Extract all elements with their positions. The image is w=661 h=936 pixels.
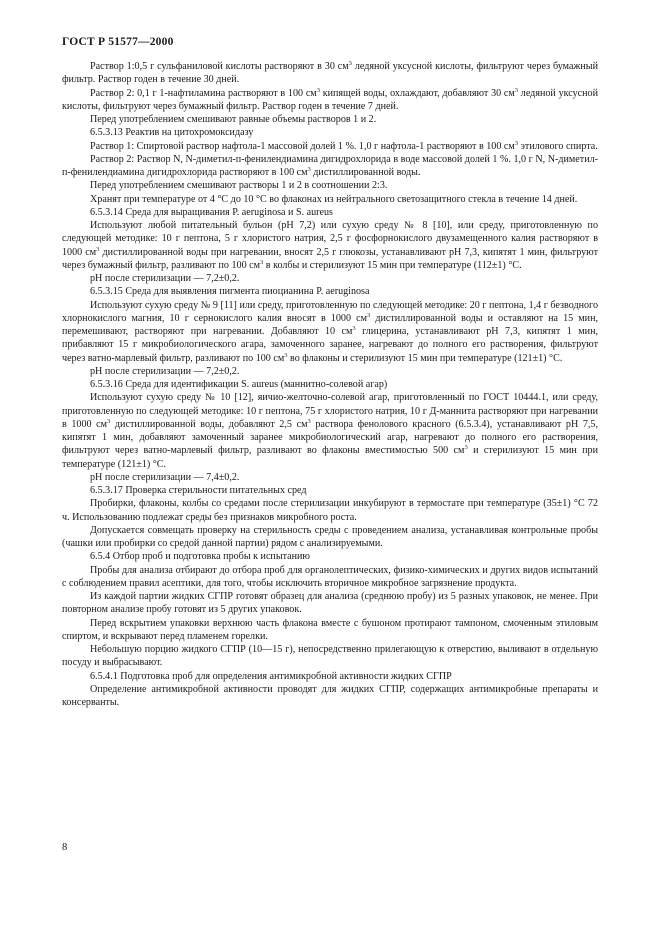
text-segment: и стерилизуют 15 мин при температуре (121±1) °С. bbox=[62, 445, 598, 470]
text-segment: Пробирки, флаконы, колбы со средами после стерилизации инкубируют в термостате при температуре (35±1) °С 72 ч. Использованию подлежат среды без признаков микробного роста. bbox=[62, 498, 598, 523]
paragraph bbox=[62, 179, 598, 192]
paragraph bbox=[62, 683, 598, 710]
text-segment: 6.5.3.15 Среда для выявления пигмента пиоцианина P. aeruginosa bbox=[90, 286, 370, 298]
text-segment: 6.5.3.17 Проверка стерильности питательных сред bbox=[90, 485, 307, 496]
text-segment: Используют сухую среду № 9 [11] или среду, приготовленную по следующей методике: 20 г пептона, 1,4 г безводного хлорнокислого магния, 10 г сернокислого калия вносят в 1000 см bbox=[62, 299, 598, 324]
text-segment: Используют любой питательный бульон (pH 7,2) или сухую среду № 8 [10], или среду, приготовленную по следующей методике: 10 г пептона, 5 г хлористого натрия, 2,5 г фосфорнокислого двузамещенного калия растворяют в 1000 см bbox=[62, 220, 598, 258]
text-segment: 6.5.3.16 Среда для идентификации S. aureus (маннитно-солевой агар) bbox=[90, 379, 388, 390]
paragraph bbox=[62, 285, 598, 298]
paragraph bbox=[62, 113, 598, 126]
superscript: 3 bbox=[514, 139, 519, 147]
text-segment: 6.5.3.13 Реактив на цитохромоксидазу bbox=[90, 127, 254, 139]
text-segment: Используют сухую среду № 10 [12], яичио-желточно-солевой агар, приготовленный по ГОСТ 10444.1, или среду, приготовленную по следующей методике: 10 г пептона, 75 г хлористого натрия, 10 г Д-маннита растворяют при нагревании в 1000 см bbox=[62, 392, 598, 430]
document-page bbox=[62, 36, 598, 709]
text-segment: глицерина, устанавливают pH 7,3, кипятят 1 мин, прибавляют 15 г микробиологического агара, замоченного заранее, нагревают до полного его растворения, фильтруют через ватно-марлевый фильтр, разливают по 100 см bbox=[62, 326, 598, 364]
text-segment: этилового спирта. bbox=[518, 140, 598, 152]
text-segment: 6.5.4.1 Подготовка проб для определения антимикробной активности жидких СГПР bbox=[90, 670, 452, 682]
text-segment: дистиллированной воды, добавляют 2,5 см bbox=[110, 418, 308, 430]
paragraph bbox=[62, 272, 598, 285]
text-segment: Из каждой партии жидких СГПР готовят образец для анализа (среднюю пробу) из 5 разных упаковок, не менее. При повторном анализе пробу готовят из 5 других упаковок. bbox=[62, 591, 598, 616]
text-segment: кипящей воды, охлаждают, добавляют 30 см bbox=[319, 87, 515, 99]
text-segment: ледяной уксусной кислоты, фильтруют через бумажный фильтр. Раствор годен в течение 7 дней. bbox=[62, 87, 598, 112]
paragraph bbox=[62, 153, 598, 180]
paragraph bbox=[62, 471, 598, 484]
text-segment: Раствор 1: Спиртовой раствор нафтола-1 массовой долей 1 %. 1,0 г нафтола-1 растворяют в 100 см bbox=[90, 140, 515, 152]
text-segment: Перед употреблением смешивают равные объемы растворов 1 и 2. bbox=[90, 114, 377, 125]
text-segment: Пробы для анализа отбирают до отбора проб для органолептических, физико-химических и других видов испытаний с соблюдением правил асептики, для того, чтобы исключить вторичное микробное загрязнение продукта. bbox=[62, 564, 598, 589]
superscript: 3 bbox=[284, 351, 288, 359]
text-segment: pH после стерилизации — 7,2±0,2. bbox=[90, 273, 240, 284]
text-segment: Допускается совмещать проверку на стерильность среды с проведением анализа, устанавливая контрольные пробы (чашки или пробирки со средой данной партии) рядом с анализируемыми. bbox=[62, 524, 598, 549]
paragraph bbox=[62, 617, 598, 644]
superscript: 3 bbox=[352, 325, 356, 332]
text-segment: Раствор 2: 0,1 г 1-нафтиламина растворяют в 100 см bbox=[90, 87, 317, 99]
text-segment: Раствор 2: Раствор N, N-диметил-п-фенилендиамина дигидрохлорида в воде массовой долей 1 %. 1,0 г N, N-диметил-п-фенилендиамина дигидрохлорида растворяют в 100 см bbox=[62, 153, 598, 178]
text-segment: ледяной уксусной кислоты, фильтруют через бумажный фильтр. Раствор годен в течение 30 дней. bbox=[62, 61, 598, 86]
page-number: 8 bbox=[62, 842, 68, 853]
text-segment: pH после стерилизации — 7,4±0,2. bbox=[90, 471, 240, 483]
text-segment: Определение антимикробной активности проводят для жидких СГПР, содержащих антимикробные препараты и консерванты. bbox=[62, 683, 598, 708]
superscript: 3 bbox=[464, 444, 468, 452]
paragraph bbox=[62, 590, 598, 617]
paragraph bbox=[62, 60, 598, 87]
text-segment: Раствор 1:0,5 г сульфаниловой кислоты растворяют в 30 см bbox=[90, 61, 349, 72]
text-segment: 6.5.3.14 Среда для выращивания P. aeruginosa и S. aureus bbox=[90, 206, 333, 218]
text-segment: дистиллированной воды. bbox=[310, 167, 421, 178]
text-segment: pH после стерилизации — 7,2±0,2. bbox=[90, 365, 240, 377]
paragraph bbox=[62, 484, 598, 497]
paragraph bbox=[62, 299, 598, 365]
text-segment: в колбы и стерилизуют 15 мин при температуре (112±1) °С. bbox=[263, 259, 522, 271]
paragraph bbox=[62, 206, 598, 219]
superscript: 3 bbox=[366, 311, 371, 319]
paragraph bbox=[62, 378, 598, 391]
paragraph bbox=[62, 87, 598, 114]
paragraph bbox=[62, 643, 598, 670]
body-text bbox=[62, 60, 598, 709]
superscript: 3 bbox=[316, 86, 320, 94]
paragraph bbox=[62, 140, 598, 153]
paragraph bbox=[62, 670, 598, 683]
text-segment: раствора фенолового красного (6.5.3.4), устанавливают pH 7,5, кипятят 1 мин, добавляют замоченный заранее микробиологический агар, нагревают до полного его растворения, фильтруют через ватно-марлевый фильтр, разливают во флаконы вместимостью 500 см bbox=[62, 418, 599, 457]
paragraph bbox=[62, 564, 598, 591]
text-segment: Перед вскрытием упаковки верхнюю часть флакона вместе с бушоном протирают тампоном, смоченным этиловым спиртом, и вскрывают перед пламенем горелки. bbox=[62, 617, 598, 642]
text-segment: дистиллированной воды и оставляют на 15 мин, перемешивают, растворяют при нагревании. Добавляют 10 см bbox=[62, 312, 599, 337]
paragraph bbox=[62, 497, 598, 524]
superscript: 3 bbox=[260, 258, 264, 266]
paragraph bbox=[62, 524, 598, 551]
text-segment: Небольшую порцию жидкого СГПР (10—15 г), непосредственно прилегающую к отверстию, выливают в отдельную посуду и выбрасывают. bbox=[62, 644, 598, 669]
paragraph bbox=[62, 193, 598, 206]
text-segment: Перед употреблением смешивают растворы 1 и 2 в соотношении 2:3. bbox=[90, 180, 388, 192]
paragraph bbox=[62, 365, 598, 378]
text-segment: Хранят при температуре от 4 °С до 10 °С во флаконах из нейтрального светозащитного стекла в течение 14 дней. bbox=[90, 193, 578, 205]
superscript: 3 bbox=[348, 60, 352, 67]
paragraph bbox=[62, 126, 598, 139]
standard-header: ГОСТ Р 51577—2000 bbox=[62, 36, 174, 48]
paragraph bbox=[62, 219, 598, 272]
paragraph bbox=[62, 391, 598, 471]
superscript: 3 bbox=[307, 417, 311, 425]
superscript: 3 bbox=[107, 417, 111, 425]
text-segment: 6.5.4 Отбор проб и подготовка пробы к испытанию bbox=[90, 551, 310, 563]
text-segment: во флаконы и стерилизуют 15 мин при температуре (121±1) °С. bbox=[287, 352, 563, 364]
text-segment: дистиллированной воды при нагревании, вносят 2,5 г глюкозы, устанавливают pH 7,3, кипятят 1 мин, фильтруют через бумажный фильтр, разливают по 100 см bbox=[62, 246, 598, 271]
paragraph bbox=[62, 550, 598, 563]
superscript: 3 bbox=[96, 245, 100, 253]
superscript: 3 bbox=[307, 166, 311, 173]
superscript: 3 bbox=[514, 86, 519, 94]
